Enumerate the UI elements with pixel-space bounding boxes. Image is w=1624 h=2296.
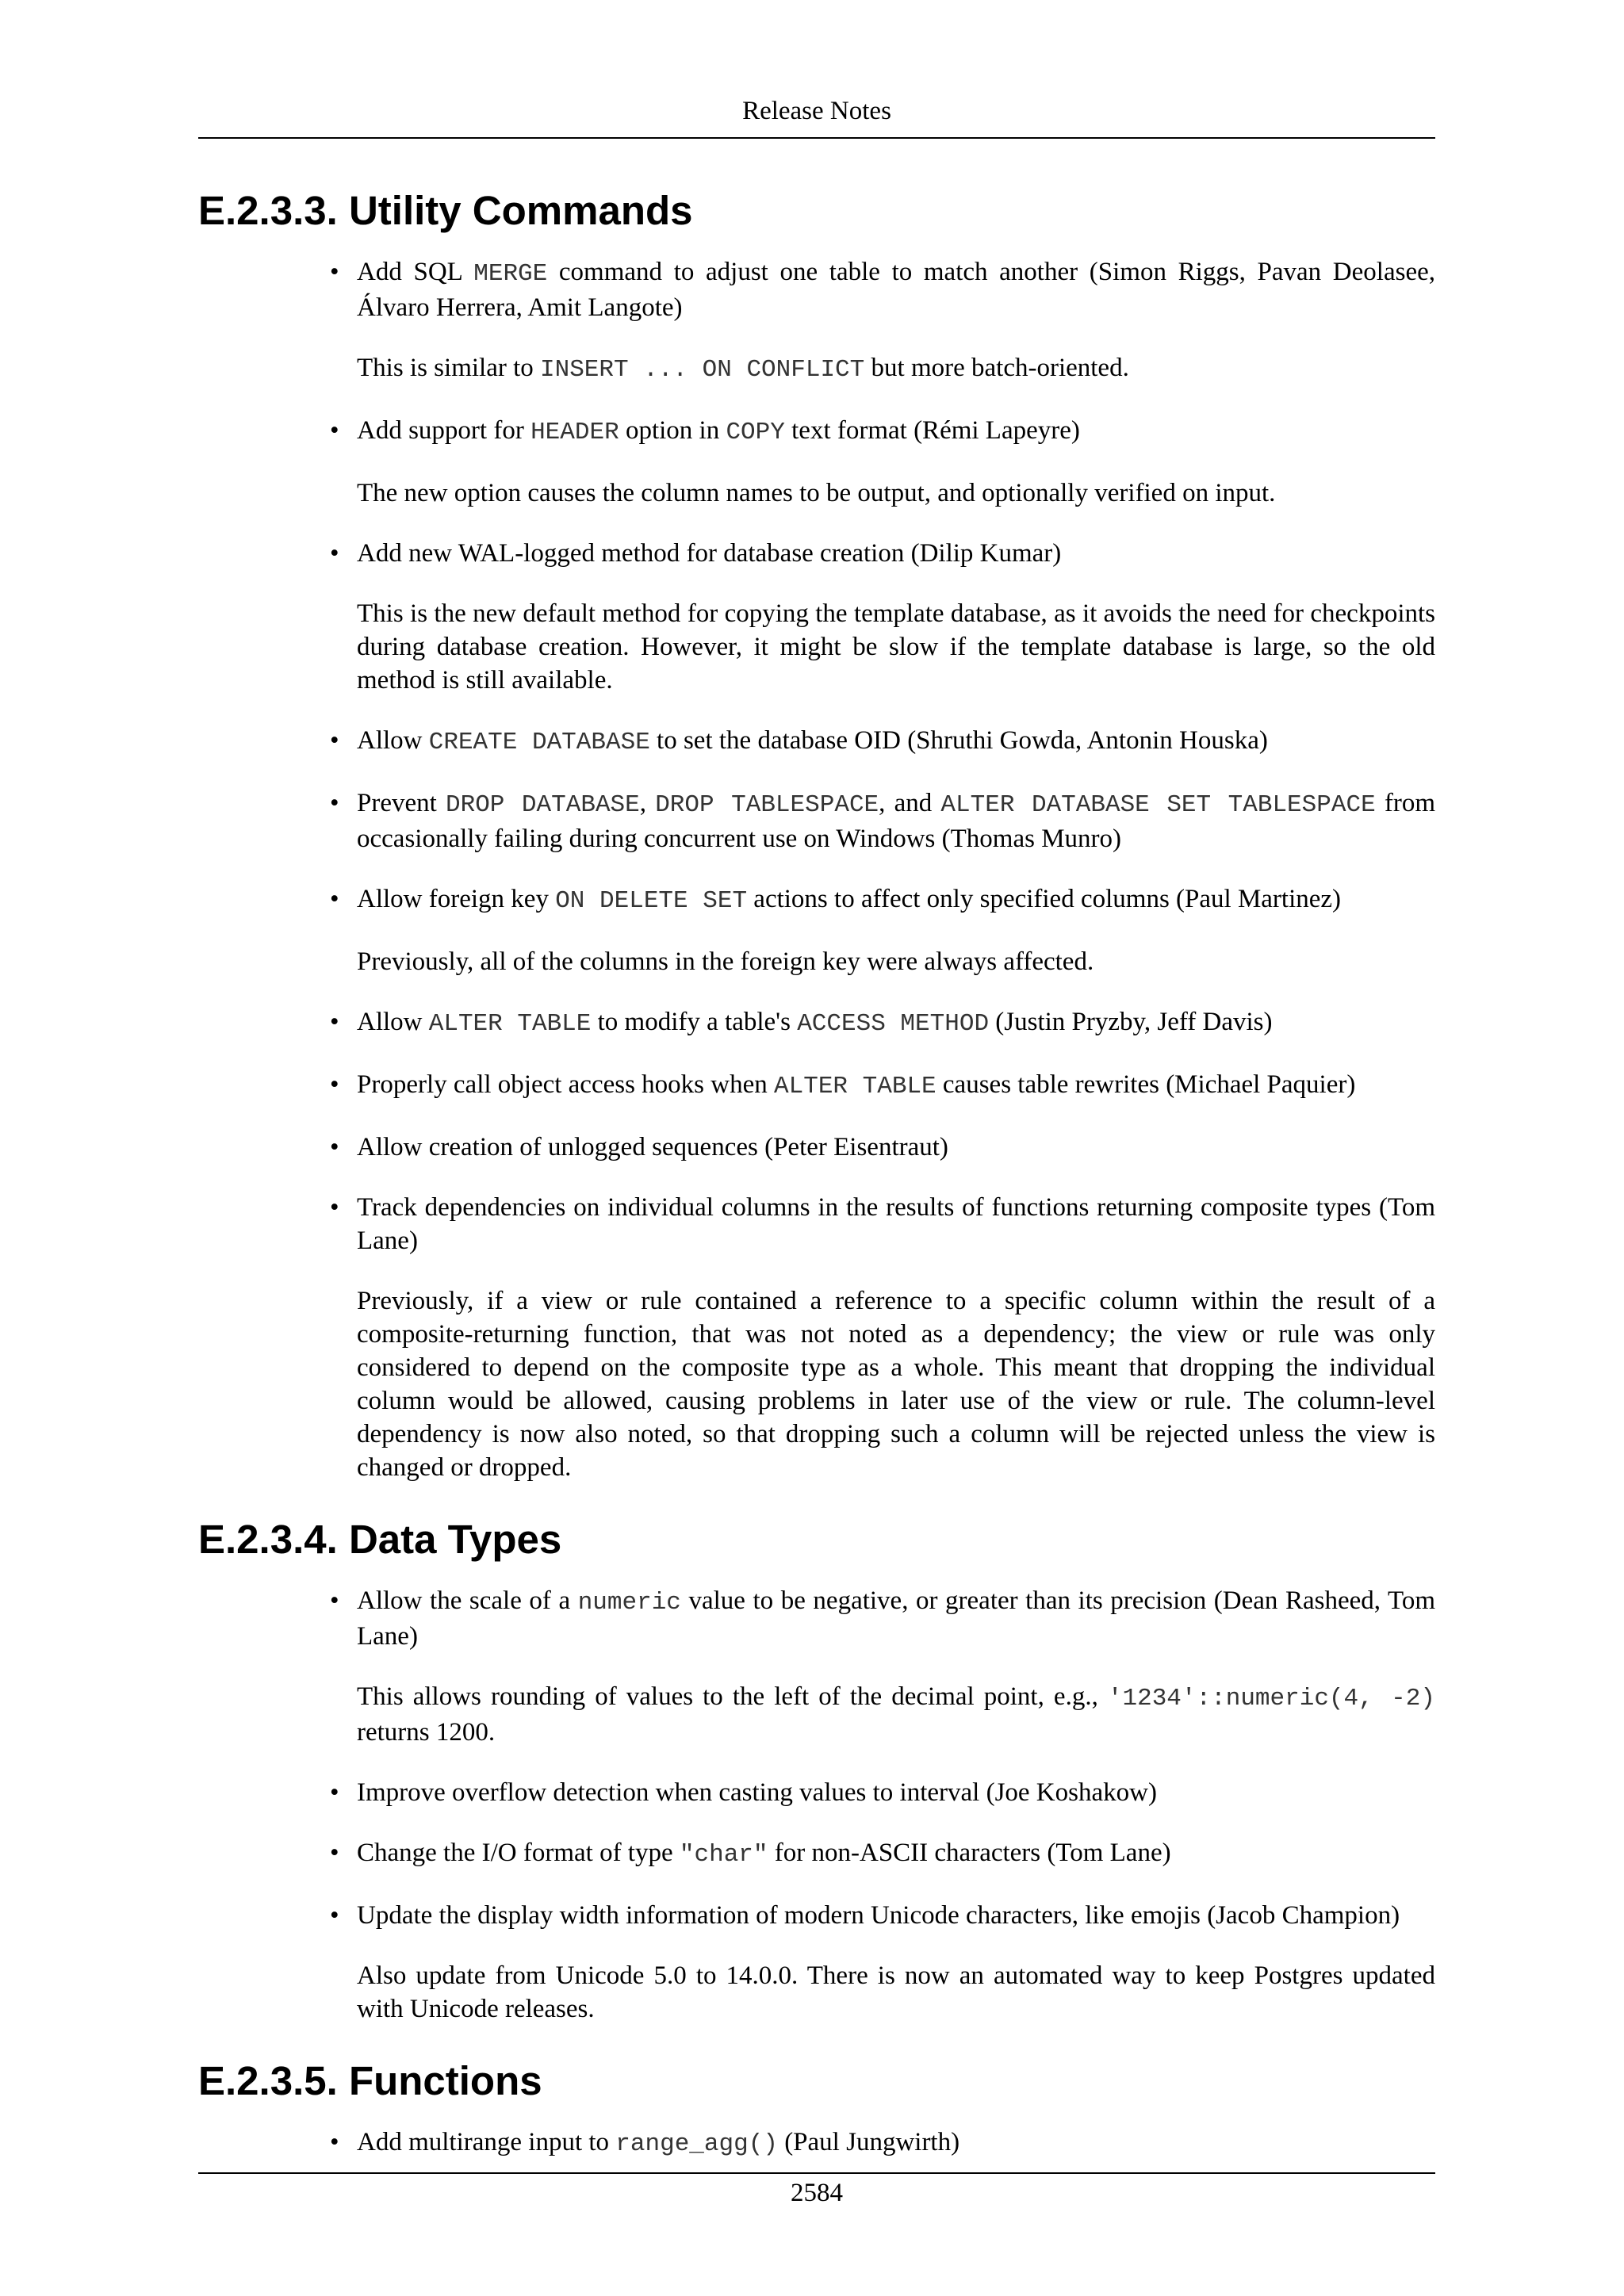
item-text: Properly call object access hooks when ALTER TABLE causes table rewrites (Michael Paquier) [357,1070,1356,1100]
bullet: • [330,1008,339,1036]
bullet: • [330,1586,339,1615]
code-literal: ACCESS METHOD [797,1010,990,1038]
bullet: • [330,1070,339,1099]
bullet: • [330,726,339,755]
data-types-list [198,1584,1435,2026]
header-rule [198,137,1435,139]
list-item [330,414,1435,510]
code-literal: ON DELETE SET [555,887,748,915]
section-heading-utility-commands: E.2.3.3. Utility Commands [198,188,693,233]
list-item [330,2126,1435,2161]
bullet: • [330,1133,339,1161]
item-text: Add support for HEADER option in COPY text format (Rémi Lapeyre) [357,416,1080,446]
item-text: Prevent DROP DATABASE, DROP TABLESPACE, and ALTER DATABASE SET TABLESPACE from occasionally failing during concurrent use on Windows (Thomas Munro) [357,789,1436,853]
item-text: Allow the scale of a numeric value to be negative, or greater than its precision (Dean Rasheed, Tom Lane) [357,1586,1435,1651]
utility-commands-list [198,255,1435,1484]
bullet: • [330,1778,339,1807]
list-item [330,255,1435,387]
list-item [330,1584,1435,1749]
code-literal: INSERT ... ON CONFLICT [540,356,865,384]
code-literal: DROP DATABASE [445,791,640,819]
list-item [330,1776,1435,1809]
code-literal: ALTER TABLE [774,1073,936,1100]
item-text: Allow creation of unlogged sequences (Peter Eisentraut) [357,1133,948,1161]
item-note: The new option causes the column names to be output, and optionally verified on input. [357,479,1276,507]
list-item [330,537,1435,697]
item-note: This is similar to INSERT ... ON CONFLICT but more batch-oriented. [357,354,1129,384]
item-text: Update the display width information of modern Unicode characters, like emojis (Jacob Champion) [357,1901,1400,1930]
list-item [330,882,1435,978]
list-item [330,1131,1435,1164]
bullet: • [330,2128,339,2156]
list-item [330,1836,1435,1872]
item-text: Improve overflow detection when casting values to interval (Joe Koshakow) [357,1778,1157,1807]
section-heading-functions: E.2.3.5. Functions [198,2058,542,2103]
bullet: • [330,885,339,913]
item-text: Add new WAL-logged method for database creation (Dilip Kumar) [357,539,1062,568]
item-text: Add multirange input to range_agg() (Paul Jungwirth) [357,2128,960,2158]
code-literal: '1234'::numeric(4, -2) [1107,1685,1435,1712]
code-literal: ALTER TABLE [428,1010,592,1038]
item-text: Allow ALTER TABLE to modify a table's ACCESS METHOD (Justin Pryzby, Jeff Davis) [357,1008,1273,1038]
code-literal: "char" [679,1841,768,1869]
code-literal: MERGE [473,260,548,288]
list-item [330,1191,1435,1484]
functions-list [198,2126,1435,2161]
list-item [330,1068,1435,1104]
bullet: • [330,1901,339,1930]
bullet: • [330,416,339,445]
list-item [330,1005,1435,1041]
item-note: Previously, if a view or rule contained a reference to a specific column within the result of a composite-returning function, that was not noted as a dependency; the view or rule was only considered to depend on the composite type as a whole. This meant that dropping the individual column would be allowed, causing problems in later use of the view or rule. The column-level dependency is now also noted, so that dropping such a column will be rejected unless the view is changed or dropped. [357,1287,1435,1482]
item-text: Track dependencies on individual columns in the results of functions returning composite types (Tom Lane) [357,1193,1435,1255]
list-item [330,1899,1435,2026]
page-content [198,187,1435,2188]
code-literal: ALTER DATABASE SET TABLESPACE [940,791,1376,819]
bullet: • [330,258,339,286]
bullet: • [330,789,339,817]
item-text: Allow foreign key ON DELETE SET actions to affect only specified columns (Paul Martinez) [357,885,1342,915]
item-text: Add SQL MERGE command to adjust one table to match another (Simon Riggs, Pavan Deolasee, Álvaro Herrera, Amit Langote) [357,258,1435,322]
bullet: • [330,1193,339,1222]
code-literal: COPY [726,419,785,446]
page-number: 2584 [791,2179,843,2207]
item-text: Allow CREATE DATABASE to set the database OID (Shruthi Gowda, Antonin Houska) [357,726,1268,756]
code-literal: numeric [577,1589,681,1617]
item-note: This is the new default method for copying the template database, as it avoids the need for checkpoints during database creation. However, it might be slow if the template database is large, so the old method is still available. [357,599,1435,695]
footer-rule [198,2172,1435,2174]
item-note: Previously, all of the columns in the foreign key were always affected. [357,947,1094,976]
list-item [330,724,1435,760]
code-literal: CREATE DATABASE [428,729,650,756]
bullet: • [330,1839,339,1867]
item-note: Also update from Unicode 5.0 to 14.0.0. There is now an automated way to keep Postgres updated with Unicode releases. [357,1961,1435,2023]
code-literal: range_agg() [615,2130,778,2158]
item-text: Change the I/O format of type "char" for non-ASCII characters (Tom Lane) [357,1839,1171,1869]
item-note: This allows rounding of values to the left of the decimal point, e.g., '1234'::numeric(4, -2) returns 1200. [357,1682,1435,1747]
code-literal: DROP TABLESPACE [655,791,879,819]
running-header: Release Notes [742,97,891,125]
list-item [330,786,1436,855]
section-heading-data-types: E.2.3.4. Data Types [198,1517,562,1562]
bullet: • [330,539,339,568]
code-literal: HEADER [530,419,619,446]
